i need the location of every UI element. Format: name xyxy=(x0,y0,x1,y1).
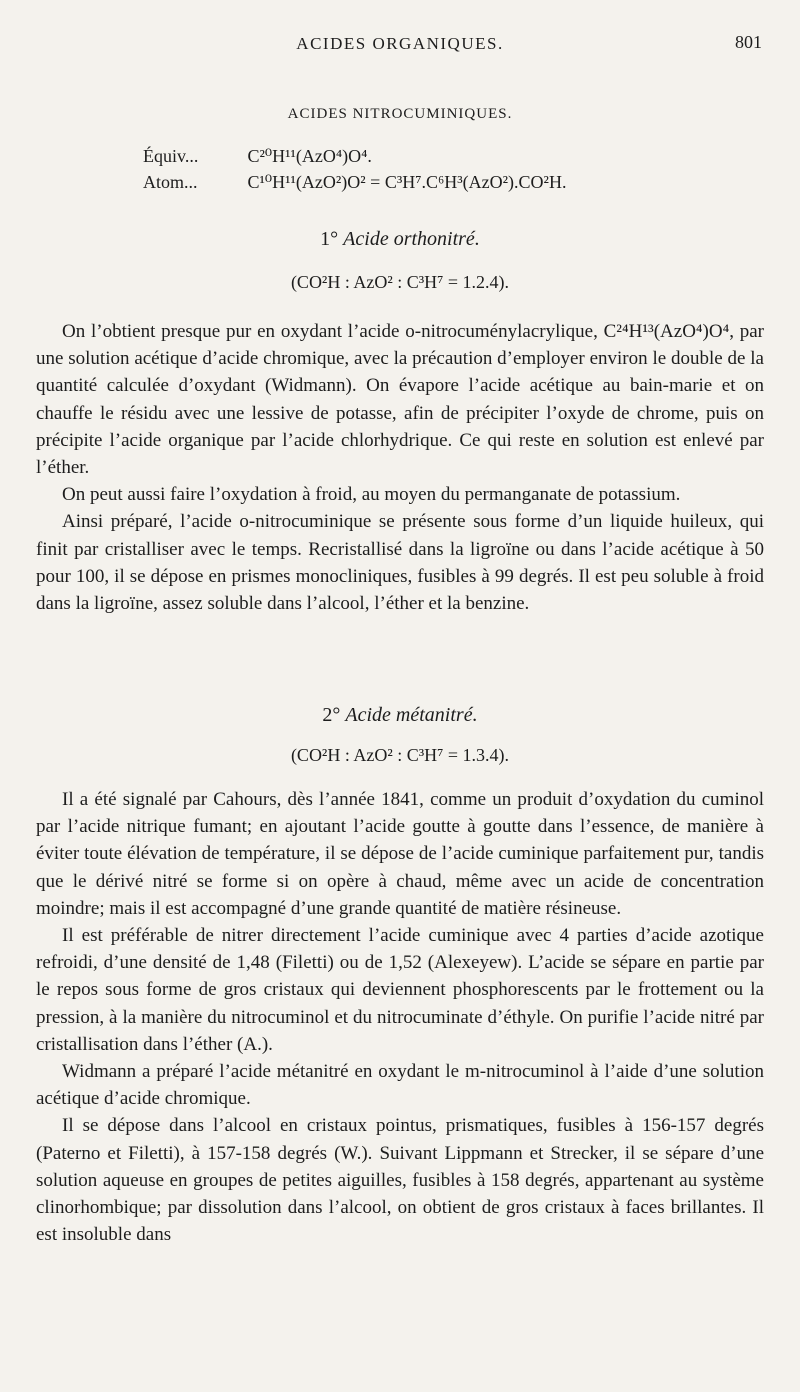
atom-row xyxy=(143,169,566,195)
section1-number: 1° xyxy=(320,228,339,250)
atom-formula: C¹⁰H¹¹(AzO²)O² = C³H⁷.C⁶H³(AzO²).CO²H. xyxy=(247,172,567,192)
paragraph: Ainsi préparé, l’acide o-nitrocuminique se présente sous forme d’un liquide huileux, qui finit par cristalliser avec le temps. Recristallisé dans la ligroïne ou dans l’acide acétique à 50 pour 100, il se dépose en prismes monocliniques, fusibles à 99 degrés. Il est peu soluble à froid dans la ligroïne, assez soluble dans l’alcool, l’éther et la benzine. xyxy=(36,511,764,615)
section2-title: Acide métanitré. xyxy=(345,704,478,726)
equiv-row xyxy=(143,143,566,169)
section2-number: 2° xyxy=(322,704,341,726)
section-title: ACIDES NITROCUMINIQUES. xyxy=(287,106,513,122)
paragraph: Il se dépose dans l’alcool en cristaux pointus, prismatiques, fusibles à 156-157 degrés (Paterno et Filetti), à 157-158 degrés (W.). Suivant Lippmann et Strecker, il se sépare d’une solution aqueuse en groupes de petites aiguilles, fusibles à 158 degrés, appartenant au système clinorhombique; par dissolution dans l’alcool, on obtient de gros cristaux à faces brillantes. Il est insoluble dans xyxy=(36,1115,764,1246)
formula-block xyxy=(143,143,566,195)
section2-heading xyxy=(0,704,800,727)
paragraph: Il est préférable de nitrer directement l’acide cuminique avec 4 parties d’acide azotique refroidi, d’une densité de 1,48 (Filetti) ou de 1,52 (Alexeyew). L’acide se sépare en partie par le repos sous forme de gros cristaux qui deviennent phosphorescents par le frottement ou la pression, à la manière du nitrocuminol et du nitrocuminate d’éthyle. On purifie l’acide nitré par cristallisation dans l’éther (A.). xyxy=(36,925,764,1055)
paragraph: Il a été signalé par Cahours, dès l’année 1841, comme un produit d’oxydation du cuminol par l’acide nitrique fumant; en ajoutant l’acide goutte à goutte dans l’essence, de manière à éviter toute élévation de température, il se dépose de l’acide cuminique parfaitement pur, tandis que le dérivé nitré se forme si on opère à chaud, même avec un acide de concentration moindre; mais il est accompagné d’une grande quantité de matière résineuse. xyxy=(36,789,764,919)
paragraph: Widmann a préparé l’acide métanitré en oxydant le m-nitrocuminol à l’aide d’une solution acétique d’acide chromique. xyxy=(36,1061,764,1110)
page-number: 801 xyxy=(735,32,762,52)
section2-body xyxy=(36,786,764,1248)
section2-formula: (CO²H : AzO² : C³H⁷ = 1.3.4). xyxy=(290,745,510,765)
equiv-formula: C²⁰H¹¹(AzO⁴)O⁴. xyxy=(247,146,372,166)
section1-body xyxy=(36,318,764,617)
paragraph: On l’obtient presque pur en oxydant l’acide o-nitrocuménylacrylique, C²⁴H¹³(AzO⁴)O⁴, par une solution acétique d’acide chromique, avec la précaution d’employer environ le double de la quantité calculée d’oxydant (Widmann). On évapore l’acide acétique au bain-marie et on chauffe le résidu avec une lessive de potasse, afin de précipiter l’oxyde de chrome, puis on précipite l’acide organique par l’acide chlorhydrique. Ce qui reste en solution est enlevé par l’éther. xyxy=(36,321,764,479)
page-header xyxy=(0,28,800,58)
running-title: ACIDES ORGANIQUES. xyxy=(296,34,504,53)
paragraph: On peut aussi faire l’oxydation à froid, au moyen du permanganate de potassium. xyxy=(62,484,681,506)
section1-title: Acide orthonitré. xyxy=(343,228,480,250)
atom-label: Atom... xyxy=(143,172,198,192)
equiv-label: Équiv... xyxy=(143,146,199,166)
section1-formula: (CO²H : AzO² : C³H⁷ = 1.2.4). xyxy=(290,272,510,292)
section1-heading xyxy=(0,228,800,251)
